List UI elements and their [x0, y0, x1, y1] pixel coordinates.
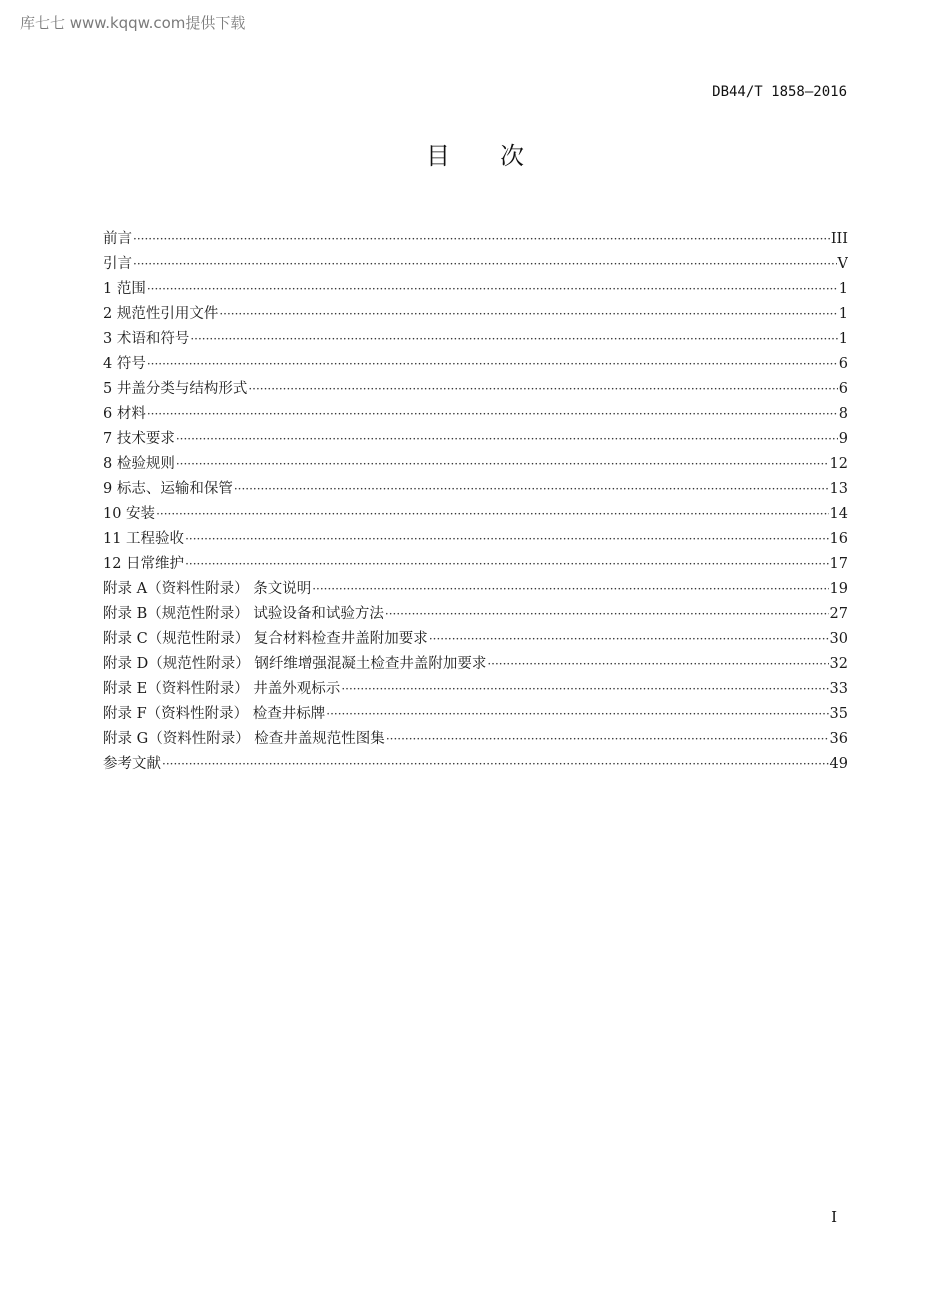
toc-entry-page: 30	[829, 631, 848, 647]
toc-entry-title: 附录 A（资料性附录） 条文说明	[103, 581, 312, 597]
dot-leader	[386, 727, 829, 752]
toc-entry[interactable]	[103, 277, 848, 302]
toc-entry[interactable]	[103, 502, 848, 527]
toc-entry-title: 6 材料	[103, 406, 146, 422]
toc-entry-title: 4 符号	[103, 356, 146, 372]
toc-entry[interactable]	[103, 327, 848, 352]
toc-entry[interactable]	[103, 227, 848, 252]
toc-entry-page: 8	[838, 406, 848, 422]
standard-code: DB44/T 1858—2016	[712, 84, 847, 100]
toc-entry[interactable]	[103, 302, 848, 327]
toc-entry-title: 附录 C（规范性附录） 复合材料检查井盖附加要求	[103, 631, 428, 647]
toc-entry-page: 32	[829, 656, 848, 672]
toc-entry-title: 7 技术要求	[103, 431, 175, 447]
dot-leader	[156, 502, 828, 527]
dot-leader	[185, 552, 828, 577]
toc-entry-page: 6	[838, 356, 848, 372]
toc-entry-title: 附录 F（资料性附录） 检查井标牌	[103, 706, 326, 722]
toc-entry-page: 16	[829, 531, 848, 547]
dot-leader	[176, 427, 838, 452]
toc-entry-page: 17	[829, 556, 848, 572]
toc-entry-title: 附录 G（资料性附录） 检查井盖规范性图集	[103, 731, 385, 747]
toc-entry-page: 9	[838, 431, 848, 447]
toc-entry-page: V	[837, 256, 848, 272]
toc-entry-title: 1 范围	[103, 281, 146, 297]
toc-entry[interactable]	[103, 352, 848, 377]
toc-entry-title: 附录 D（规范性附录） 钢纤维增强混凝土检查井盖附加要求	[103, 656, 487, 672]
toc-entry-page: 19	[829, 581, 848, 597]
toc-entry-page: 36	[829, 731, 848, 747]
toc-entry[interactable]	[103, 552, 848, 577]
toc-entry-title: 参考文献	[103, 756, 161, 772]
dot-leader	[162, 752, 829, 777]
dot-leader	[429, 627, 829, 652]
toc-entry-title: 附录 B（规范性附录） 试验设备和试验方法	[103, 606, 384, 622]
toc-entry-page: 27	[829, 606, 848, 622]
dot-leader	[190, 327, 837, 352]
toc-entry-page: III	[830, 231, 848, 247]
dot-leader	[487, 652, 828, 677]
dot-leader	[326, 702, 828, 727]
toc-entry[interactable]	[103, 752, 848, 777]
toc-entry[interactable]	[103, 577, 848, 602]
toc-entry-title: 8 检验规则	[103, 456, 175, 472]
toc-entry[interactable]	[103, 652, 848, 677]
toc-entry[interactable]	[103, 452, 848, 477]
dot-leader	[147, 352, 838, 377]
toc-entry-title: 前言	[103, 231, 132, 247]
toc-entry-title: 2 规范性引用文件	[103, 306, 219, 322]
toc-entry-page: 33	[829, 681, 848, 697]
toc-entry[interactable]	[103, 252, 848, 277]
toc-entry[interactable]	[103, 377, 848, 402]
toc-entry-page: 1	[838, 306, 848, 322]
toc-entry-title: 附录 E（资料性附录） 井盖外观标示	[103, 681, 341, 697]
toc-entry-page: 49	[829, 756, 848, 772]
toc-entry-title: 3 术语和符号	[103, 331, 190, 347]
toc-entry[interactable]	[103, 477, 848, 502]
dot-leader	[248, 377, 837, 402]
toc-entry[interactable]	[103, 627, 848, 652]
toc-entry-page: 12	[829, 456, 848, 472]
dot-leader	[176, 452, 829, 477]
toc-entry[interactable]	[103, 402, 848, 427]
toc-entry-page: 6	[838, 381, 848, 397]
table-of-contents	[103, 227, 848, 777]
dot-leader	[133, 252, 837, 277]
toc-entry-title: 11 工程验收	[103, 531, 185, 547]
toc-entry[interactable]	[103, 602, 848, 627]
toc-entry-title: 10 安装	[103, 506, 156, 522]
watermark-text: 库七七 www.kqqw.com提供下载	[20, 14, 246, 32]
toc-entry-title: 9 标志、运输和保管	[103, 481, 233, 497]
dot-leader	[147, 402, 838, 427]
dot-leader	[341, 677, 828, 702]
toc-entry[interactable]	[103, 527, 848, 552]
dot-leader	[147, 277, 838, 302]
dot-leader	[385, 602, 829, 627]
toc-entry-page: 14	[829, 506, 848, 522]
toc-entry-title: 5 井盖分类与结构形式	[103, 381, 248, 397]
toc-entry-page: 13	[829, 481, 848, 497]
page-title: 目次	[426, 142, 574, 170]
toc-entry[interactable]	[103, 727, 848, 752]
toc-entry-page: 35	[829, 706, 848, 722]
toc-entry-title: 12 日常维护	[103, 556, 185, 572]
dot-leader	[312, 577, 828, 602]
dot-leader	[234, 477, 829, 502]
toc-entry-page: 1	[838, 331, 848, 347]
dot-leader	[219, 302, 837, 327]
page-number: I	[831, 1208, 837, 1226]
toc-entry[interactable]	[103, 702, 848, 727]
dot-leader	[185, 527, 828, 552]
toc-entry-title: 引言	[103, 256, 132, 272]
dot-leader	[133, 227, 830, 252]
toc-entry-page: 1	[838, 281, 848, 297]
toc-entry[interactable]	[103, 427, 848, 452]
toc-entry[interactable]	[103, 677, 848, 702]
